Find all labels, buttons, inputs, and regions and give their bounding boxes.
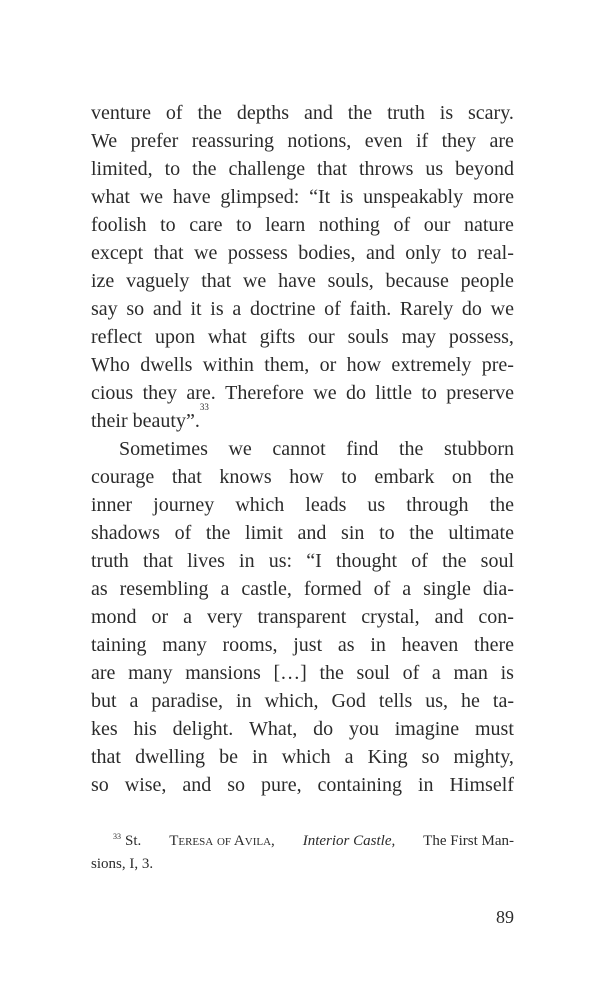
paragraph-2-line: truth that lives in us: “I thought of the soul: [91, 550, 514, 572]
paragraph-1-line: reflect upon what gifts our souls may possess,: [91, 326, 514, 348]
paragraph-2-line: that dwelling be in which a King so mighty,: [91, 746, 514, 768]
footnote-reference: 33: [199, 402, 209, 412]
paragraph-2-line: Sometimes we cannot find the stubborn: [119, 438, 514, 460]
paragraph-2-line: kes his delight. What, do you imagine must: [91, 718, 514, 740]
body-text: [91, 99, 514, 799]
footnote-rest-1: The First Man-: [423, 833, 514, 849]
paragraph-2-line: courage that knows how to embark on the: [91, 466, 514, 488]
paragraph-1-line: limited, to the challenge that throws us beyond: [91, 158, 514, 180]
paragraph-1-line: ize vaguely that we have souls, because people: [91, 270, 514, 292]
paragraph-1-line: except that we possess bodies, and only to real-: [91, 242, 514, 264]
paragraph-1-line: foolish to care to learn nothing of our nature: [91, 214, 514, 236]
page-number: 89: [496, 907, 514, 927]
footnote-author: Teresa of Avila,: [169, 833, 275, 849]
footnote-line-1: [91, 830, 514, 853]
paragraph-1-line: venture of the depths and the truth is scary.: [91, 102, 514, 124]
paragraph-2-line: taining many rooms, just as in heaven there: [91, 634, 514, 656]
paragraph-1-line: say so and it is a doctrine of faith. Rarely do we: [91, 298, 514, 320]
paragraph-2-line: inner journey which leads us through the: [91, 494, 514, 516]
footnote-line-2: [91, 853, 514, 876]
paragraph-1-line: what we have glimpsed: “It is unspeakably more: [91, 186, 514, 208]
paragraph-2-line: mond or a very transparent crystal, and con-: [91, 606, 514, 628]
footnote-rest-2: sions, I, 3.: [91, 856, 154, 872]
footnote-title: Interior Castle,: [302, 833, 396, 849]
paragraph-2-line: as resembling a castle, formed of a single dia-: [91, 578, 514, 600]
footnote: [91, 830, 514, 876]
paragraph-2-line: are many mansions […] the soul of a man is: [91, 662, 514, 684]
paragraph-1-line: Who dwells within them, or how extremely pre-: [91, 354, 514, 376]
paragraph-1-last-line: [91, 402, 514, 435]
paragraph-1-line: cious they are. Therefore we do little to preserve: [91, 382, 514, 404]
paragraph-2: [91, 435, 514, 799]
paragraph-1: [91, 99, 514, 407]
footnote-number: 33: [113, 832, 121, 841]
paragraph-1-line: We prefer reassuring notions, even if they are: [91, 130, 514, 152]
paragraph-1-last-line-text: their beauty”.: [91, 410, 200, 432]
footnote-prefix: St.: [125, 833, 142, 849]
paragraph-2-line: shadows of the limit and sin to the ultimate: [91, 522, 514, 544]
paragraph-2-line: but a paradise, in which, God tells us, he ta-: [91, 690, 514, 712]
paragraph-2-line: so wise, and so pure, containing in Himself: [91, 774, 514, 796]
